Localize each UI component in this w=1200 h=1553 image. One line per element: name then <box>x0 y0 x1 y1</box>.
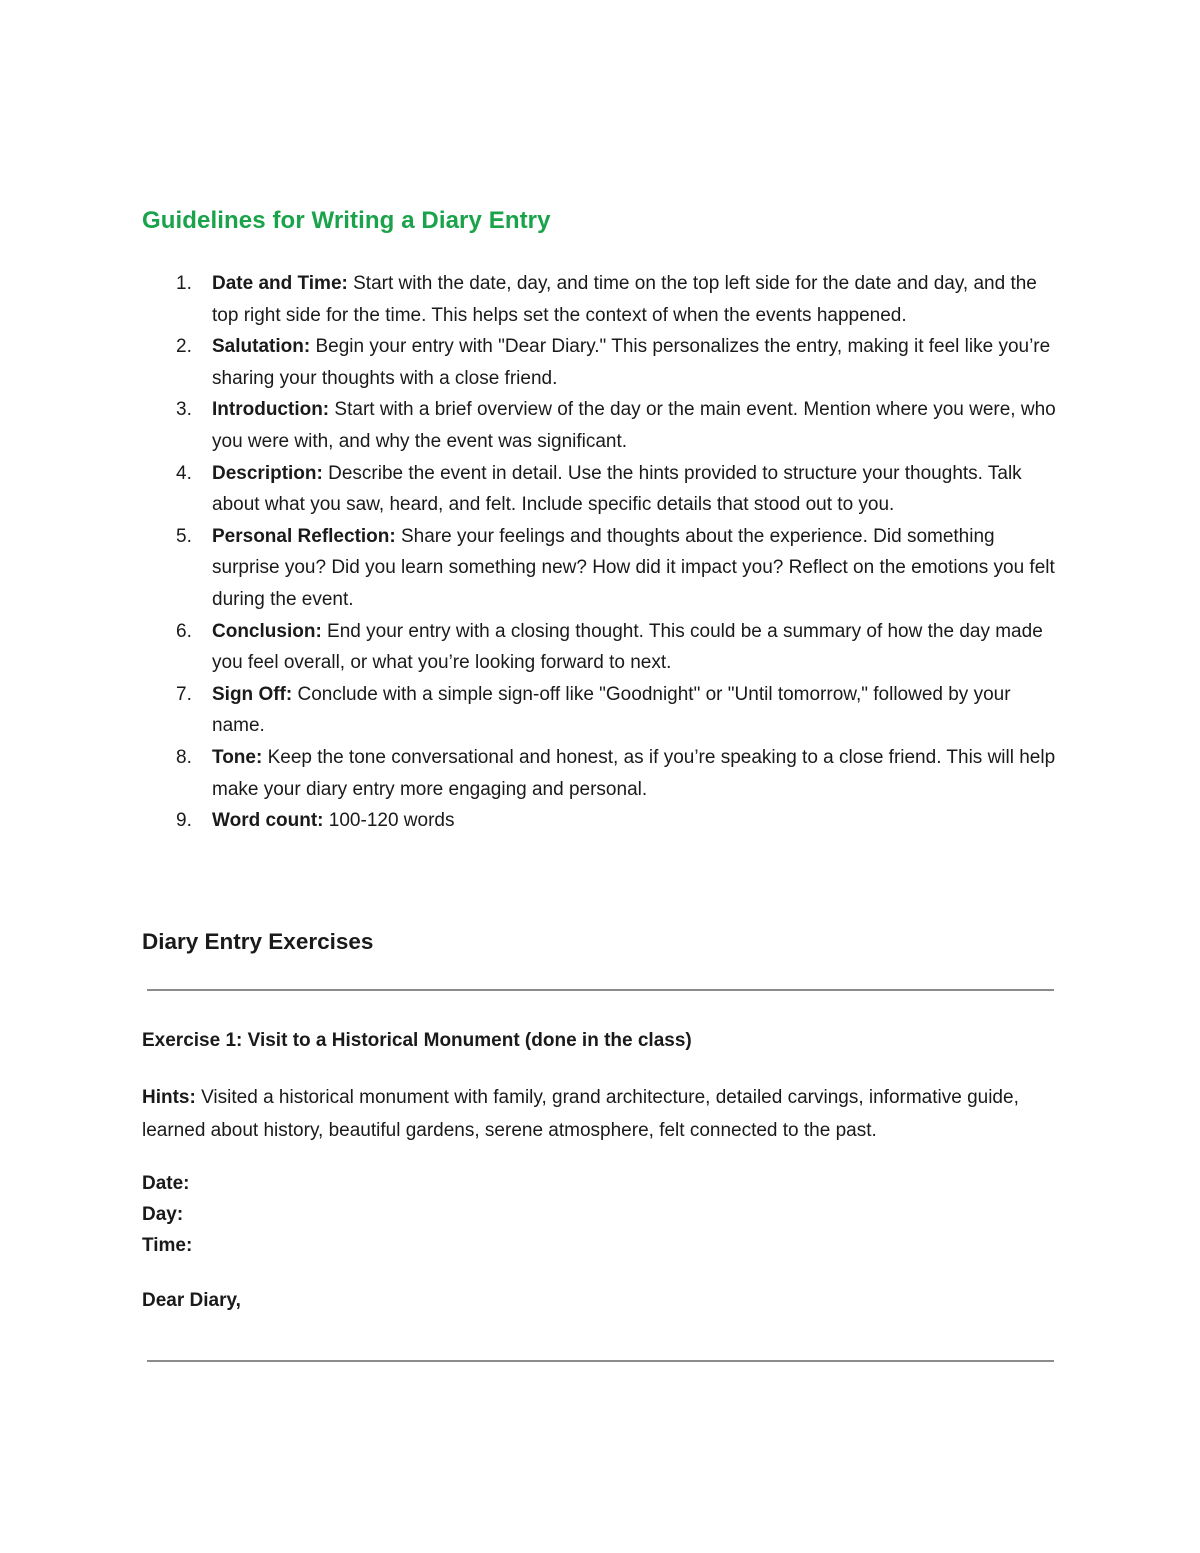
guideline-text: Describe the event in detail. Use the hints provided to structure your thoughts. Talk about what you saw, heard, and felt. Include specific details that stood out to you. <box>212 462 1022 516</box>
guideline-label: Description: <box>212 462 323 484</box>
guideline-label: Introduction: <box>212 399 330 421</box>
guideline-label: Salutation: <box>212 336 311 358</box>
day-label: Day: <box>142 1204 184 1225</box>
guideline-text: Keep the tone conversational and honest, as if you’re speaking to a close friend. This will help make your diary entry more engaging and personal. <box>212 746 1056 800</box>
guideline-text: Begin your entry with "Dear Diary." This personalizes the entry, making it feel like you’re sharing your thoughts with a close friend. <box>212 336 1051 389</box>
divider <box>147 989 1054 991</box>
guidelines-list <box>142 268 1062 837</box>
guideline-number: 8. <box>176 746 192 768</box>
guideline-text: Share your feelings and thoughts about the experience. Did something surprise you? Did you learn something new? How did it impact you? Reflect on the emotions you felt during the event. <box>212 525 1055 610</box>
guideline-label: Conclusion: <box>212 620 322 642</box>
guideline-number: 5. <box>176 525 192 547</box>
guideline-number: 4. <box>176 462 192 484</box>
dear-diary-salutation: Dear Diary, <box>142 1290 241 1311</box>
guideline-label: Sign Off: <box>212 683 293 705</box>
guideline-item-tone <box>142 742 1062 805</box>
divider <box>147 1360 1054 1362</box>
guideline-text: End your entry with a closing thought. This could be a summary of how the day made you feel overall, or what you’re looking forward to next. <box>212 620 1043 674</box>
exercise-1-hints <box>142 1082 1062 1147</box>
guideline-label: Date and Time: <box>212 273 348 294</box>
guideline-number: 2. <box>176 336 192 358</box>
guideline-item-personal-reflection <box>142 521 1062 616</box>
guideline-item-word-count <box>142 805 1062 837</box>
guidelines-title: Guidelines for Writing a Diary Entry <box>142 207 551 234</box>
guideline-text: 100-120 words <box>323 810 455 832</box>
exercise-1-title: Exercise 1: Visit to a Historical Monument (done in the class) <box>142 1030 692 1051</box>
guideline-text: Start with a brief overview of the day or the main event. Mention where you were, who you were with, and why the event was significant. <box>212 399 1056 452</box>
hints-label: Hints: <box>142 1087 196 1108</box>
guideline-item-sign-off <box>142 679 1062 742</box>
guideline-number: 9. <box>176 810 192 832</box>
hints-text: Visited a historical monument with family, grand architecture, detailed carvings, informative guide, learned about history, beautiful gardens, serene atmosphere, felt connected to the past. <box>142 1087 1019 1141</box>
guideline-item-description <box>142 458 1062 521</box>
guideline-text: Start with the date, day, and time on the top left side for the date and day, and the top right side for the time. This helps set the context of when the events happened. <box>212 273 1037 326</box>
guideline-label: Word count: <box>212 810 324 832</box>
guideline-number: 7. <box>176 683 192 705</box>
guideline-number: 6. <box>176 620 192 642</box>
guideline-label: Personal Reflection: <box>212 525 396 547</box>
guideline-text: Conclude with a simple sign-off like "Goodnight" or "Until tomorrow," followed by your name. <box>212 683 1011 737</box>
guideline-item-date-and-time <box>142 268 1062 331</box>
guideline-label: Tone: <box>212 746 263 768</box>
guideline-item-introduction <box>142 394 1062 457</box>
guideline-item-conclusion <box>142 616 1062 679</box>
date-label: Date: <box>142 1173 190 1194</box>
time-label: Time: <box>142 1235 193 1256</box>
guideline-number: 1. <box>176 273 192 294</box>
exercises-title: Diary Entry Exercises <box>142 929 374 954</box>
guideline-item-salutation <box>142 331 1062 394</box>
guideline-number: 3. <box>176 399 192 421</box>
